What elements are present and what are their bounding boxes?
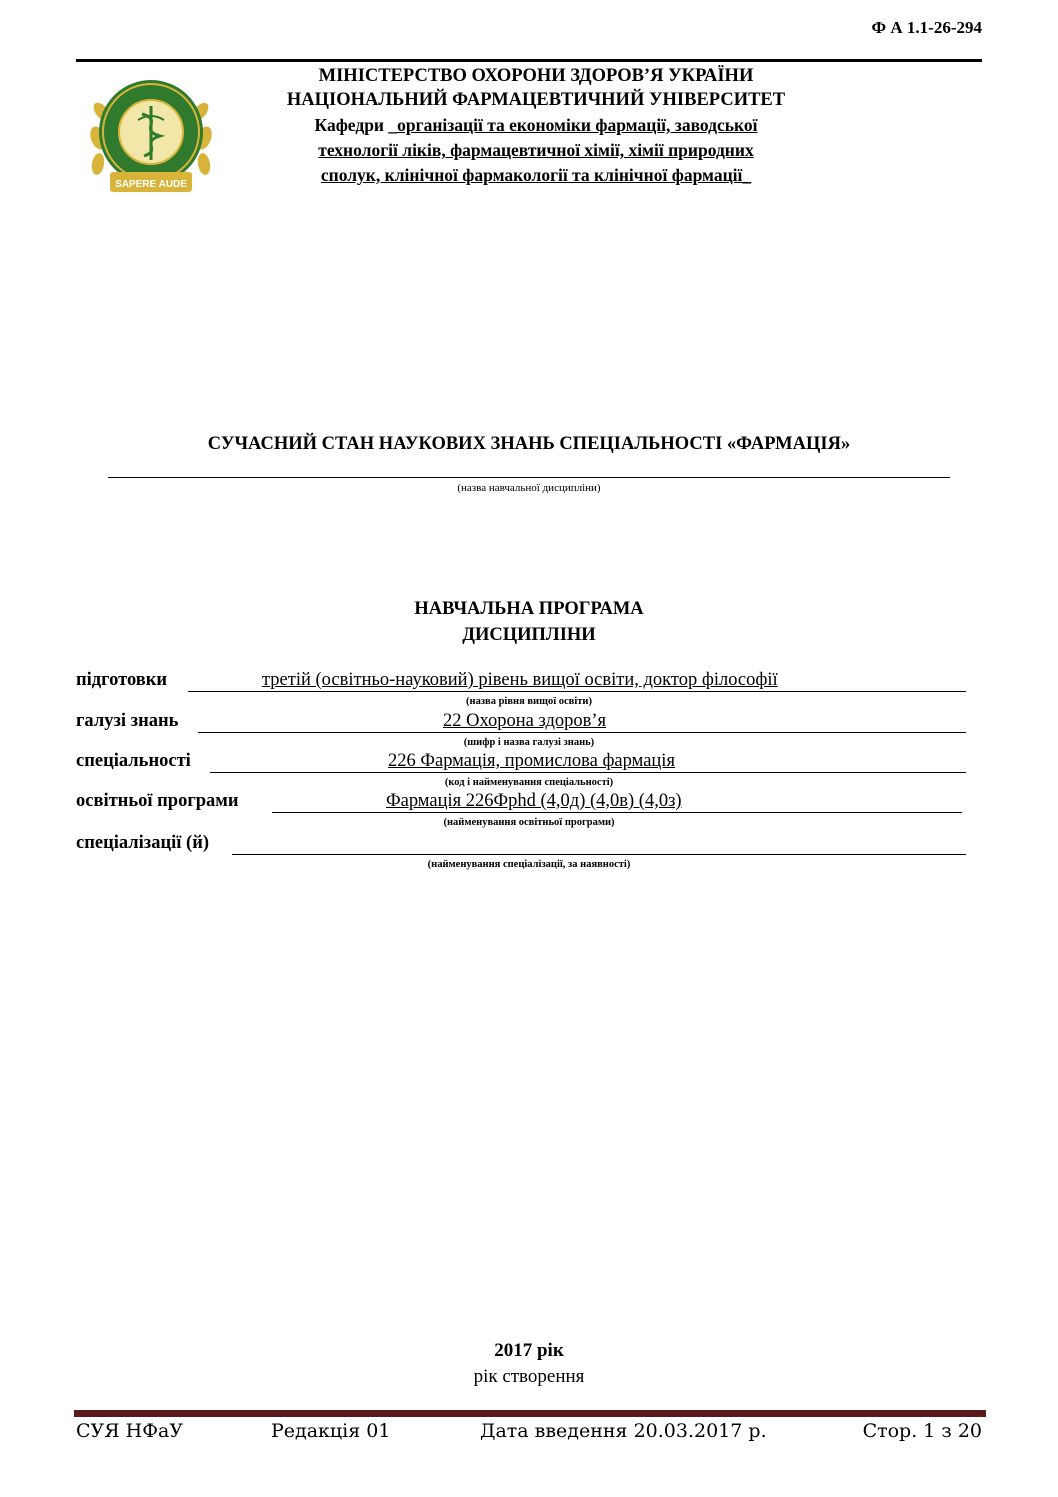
field-label: спеціальності [76, 751, 191, 771]
departments-prefix: Кафедри _ [314, 115, 398, 135]
institution-header [236, 64, 836, 188]
field-level [76, 670, 966, 696]
program-title-line-1: НАВЧАЛЬНА ПРОГРАМА [414, 599, 644, 619]
form-code: Ф А 1.1-26-294 [871, 18, 982, 37]
field-value: 226 Фармація, промислова фармація [388, 751, 675, 771]
field-underline [232, 854, 966, 855]
field-label: підготовки [76, 670, 168, 690]
field-specialty [76, 751, 966, 777]
field-branch [76, 711, 966, 737]
departments-line-1: організації та економіки фармації, заводської [397, 115, 758, 135]
field-caption: (код і найменування спеціальності) [444, 777, 614, 788]
footer-revision: Редакція 01 [271, 1420, 391, 1442]
footer-page-number: Стор. 1 з 20 [862, 1420, 982, 1442]
field-label: спеціалізації (й) [76, 833, 210, 853]
field-underline [198, 732, 966, 733]
field-value: Фармація 226Фphd (4,0д) (4,0в) (4,0з) [386, 791, 682, 811]
field-underline [272, 812, 962, 813]
ministry-name: МІНІСТЕРСТВО ОХОРОНИ ЗДОРОВ’Я УКРАЇНИ [318, 66, 754, 86]
field-program [76, 791, 966, 817]
field-caption: (найменування освітньої програми) [443, 817, 615, 828]
svg-text:SAPERE AUDE: SAPERE AUDE [115, 179, 187, 190]
departments-line-2: технології ліків, фармацевтичної хімії, хімії природних [318, 140, 754, 160]
field-value: 22 Охорона здоров’я [443, 711, 607, 731]
program-title [76, 596, 982, 648]
field-label: освітньої програми [76, 791, 239, 811]
field-value: третій (освітньо-науковий) рівень вищої освіти, доктор філософії [262, 670, 778, 690]
field-label: галузі знань [76, 711, 179, 731]
field-caption: (найменування спеціалізації, за наявності) [427, 859, 631, 870]
field-underline [188, 691, 966, 692]
program-title-line-2: ДИСЦИПЛІНИ [462, 625, 596, 645]
discipline-caption: (назва навчальної дисципліни) [457, 482, 601, 494]
departments [236, 113, 836, 188]
departments-line-3: сполук, клінічної фармакології та клінічної фармації_ [320, 165, 752, 185]
header-rule [76, 59, 982, 62]
field-caption: (шифр і назва галузі знань) [463, 737, 595, 748]
university-name: НАЦІОНАЛЬНИЙ ФАРМАЦЕВТИЧНИЙ УНІВЕРСИТЕТ [286, 90, 786, 110]
field-caption: (назва рівня вищої освіти) [466, 696, 592, 707]
university-seal-icon [84, 68, 218, 200]
footer-system: СУЯ НФаУ [76, 1420, 184, 1442]
field-specialization [76, 833, 966, 859]
discipline-underline [108, 477, 950, 478]
year-caption: рік створення [473, 1366, 585, 1387]
footer-rule [74, 1410, 986, 1417]
footer-date: Дата введення 20.03.2017 р. [480, 1420, 767, 1442]
year: 2017 рік [494, 1340, 564, 1361]
field-underline [210, 772, 966, 773]
discipline-title: СУЧАСНИЙ СТАН НАУКОВИХ ЗНАНЬ СПЕЦІАЛЬНОСТІ «ФАРМАЦІЯ» [207, 434, 851, 454]
